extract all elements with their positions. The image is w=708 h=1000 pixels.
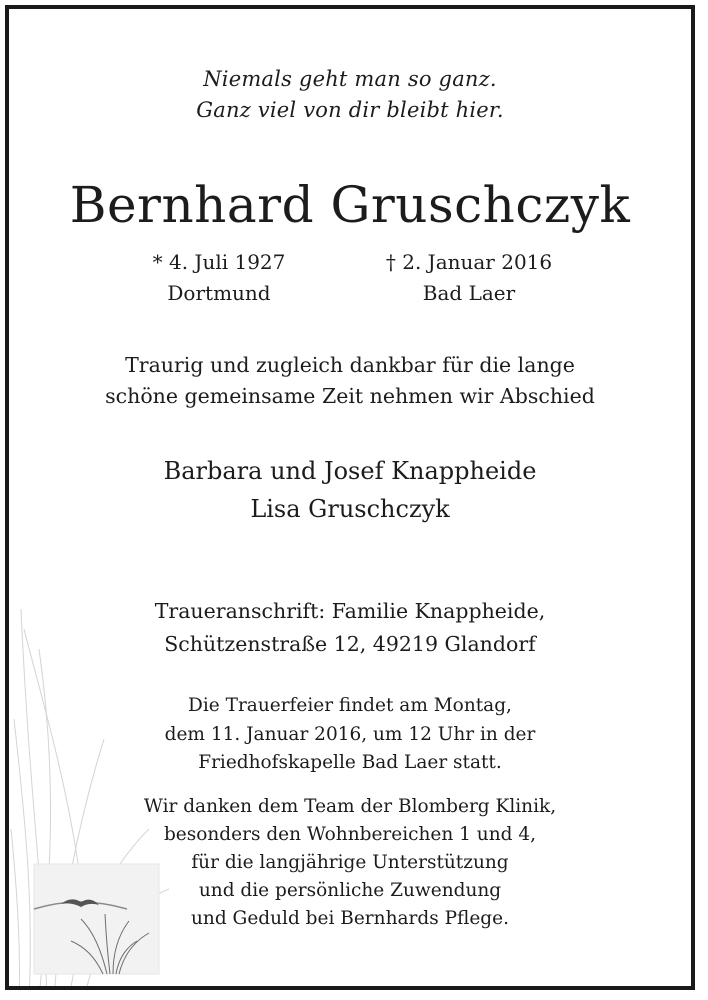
thanks-text bbox=[9, 793, 691, 933]
address-line-2: Schützenstraße 12, 49219 Glandorf bbox=[164, 632, 536, 656]
death-place: Bad Laer bbox=[422, 281, 516, 305]
thanks-line-5: und Geduld bei Bernhards Pflege. bbox=[191, 908, 509, 929]
birth-place: Dortmund bbox=[167, 281, 271, 305]
obituary-notice bbox=[5, 5, 695, 990]
quote-line-2: Ganz viel von dir bleibt hier. bbox=[196, 98, 504, 122]
deceased-name: Bernhard Gruschczyk bbox=[69, 176, 631, 234]
quote-line-1: Niemals geht man so ganz. bbox=[203, 67, 497, 91]
address-line-1: Traueranschrift: Familie Knappheide, bbox=[154, 599, 546, 623]
death-info bbox=[369, 247, 569, 309]
mourners-line-1: Barbara und Josef Knappheide bbox=[163, 457, 537, 485]
funeral-ceremony-info bbox=[9, 692, 691, 778]
thanks-line-3: für die langjährige Unterstützung bbox=[191, 852, 509, 873]
mourners-line-2: Lisa Gruschczyk bbox=[250, 495, 450, 523]
birth-info bbox=[129, 247, 309, 309]
thanks-line-4: und die persönliche Zuwendung bbox=[198, 880, 502, 901]
farewell-text bbox=[9, 350, 691, 412]
birth-date: * 4. Juli 1927 bbox=[152, 250, 286, 274]
farewell-line-1: Traurig und zugleich dankbar für die lange bbox=[125, 353, 575, 377]
death-date: † 2. Januar 2016 bbox=[385, 250, 553, 274]
farewell-line-2: schöne gemeinsame Zeit nehmen wir Abschied bbox=[105, 384, 595, 408]
ceremony-line-1: Die Trauerfeier findet am Montag, bbox=[188, 695, 512, 716]
mourners-names bbox=[9, 452, 691, 528]
thanks-line-1: Wir danken dem Team der Blomberg Klinik, bbox=[143, 796, 557, 817]
ceremony-line-2: dem 11. Januar 2016, um 12 Uhr in der bbox=[164, 723, 536, 745]
thanks-line-2: besonders den Wohnbereichen 1 und 4, bbox=[163, 824, 537, 845]
memorial-quote bbox=[9, 64, 691, 126]
mourning-address bbox=[9, 595, 691, 661]
ceremony-line-3: Friedhofskapelle Bad Laer statt. bbox=[198, 752, 502, 773]
